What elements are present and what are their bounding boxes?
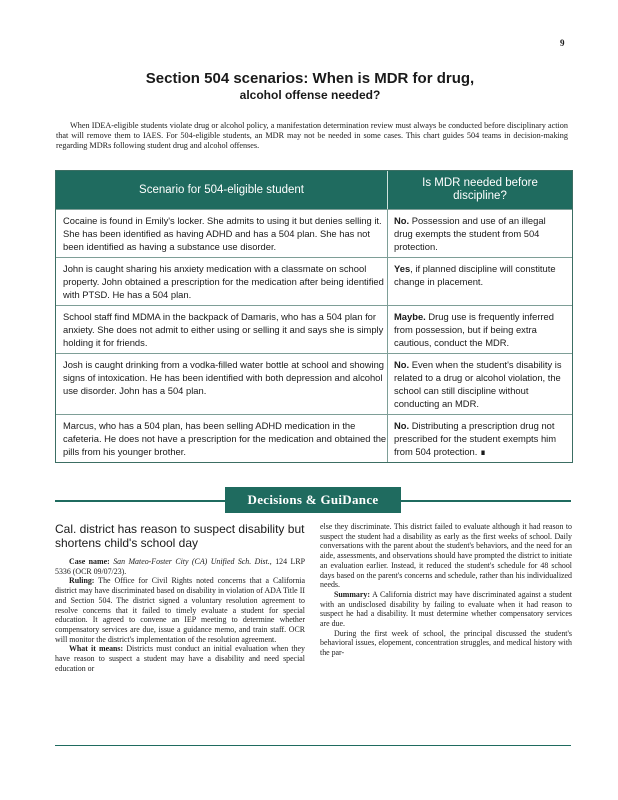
bottom-rule xyxy=(55,745,571,746)
means-label: What it means: xyxy=(69,644,124,654)
mdr-answer-lead: No. xyxy=(394,215,410,226)
decisions-guidance-banner: Decisions & GuiDance xyxy=(225,487,401,513)
right-paragraph-1: else they discriminate. This district failed to evaluate although it had reason to suspect the student had a disability as early as the first weeks of school. Daily conversations with the parent about the student's behaviors, and the need for an aide, assessments, and observations should have prompted the district to initiate an evaluation earlier. Instead, it reduced the student's schedule for 48 school days based on the parent's concerns and schedule, rather than his individualized needs. xyxy=(320,522,573,590)
mdr-cell xyxy=(388,258,572,305)
mdr-answer-lead: Maybe. xyxy=(394,311,426,322)
table-row xyxy=(56,353,572,414)
table-header xyxy=(56,171,572,209)
case-cite: , 124 LRP 5336 (OCR 09/07/23). xyxy=(55,557,305,576)
means-text: Districts must conduct an initial evaluation when they have reason to suspect a student may have a disability and need special education or xyxy=(55,644,305,673)
mdr-answer-text: , if planned discipline will constitute change in placement. xyxy=(394,263,556,287)
summary-text: A California district may have discriminated against a student with an undisclosed disability by failing to evaluate when it had reason to suspect he had a disability. It must determine whether compensatory services are due. xyxy=(320,589,572,629)
mdr-answer-text: Distributing a prescription drug not prescribed for the student exempts him from 504 protection. ∎ xyxy=(394,420,557,457)
mdr-answer-text: Even when the student's disability is related to a drug or alcohol violation, the school can still discipline without conducting an MDR. xyxy=(394,359,562,409)
case-name: San Mateo-Foster City (CA) Unified Sch. Dist. xyxy=(113,557,270,566)
mdr-answer-lead: No. xyxy=(394,359,410,370)
mdr-answer-text: Possession and use of an illegal drug exempts the student from 504 protection. xyxy=(394,215,546,252)
ruling-paragraph xyxy=(55,576,305,644)
table-row xyxy=(56,209,572,257)
summary-paragraph xyxy=(320,590,572,629)
page-title xyxy=(60,70,560,104)
scenario-cell: Marcus, who has a 504 plan, has been selling ADHD medication in the cafeteria. He does not have a prescription for the medication and obtained the pills from his younger brother. xyxy=(56,415,388,462)
mdr-answer-lead: No. xyxy=(394,420,410,431)
mdr-cell xyxy=(388,354,572,414)
ruling-text: The Office for Civil Rights noted concerns that a California district may have discriminated based on disability in violation of ADA Title II and Section 504. The district signed a voluntary resolution agreement to resolve concerns that it failed to timely evaluate a student for special education. It agreed to convene an IEP meeting to determine whether compensatory services are due, issue a guidance memo, and train staff. OCR will monitor the district's implementation of the resolution agreement. xyxy=(55,576,305,644)
case-label: Case name: xyxy=(69,557,110,566)
article-column-right xyxy=(320,522,572,658)
title-line-1: Section 504 scenarios: When is MDR for drug, xyxy=(145,70,475,87)
scenario-cell: John is caught sharing his anxiety medication with a classmate on school property. John obtained a prescription for the medication after being identified with PTSD. He has a 504 plan. xyxy=(56,258,388,305)
scenario-table xyxy=(55,170,573,463)
case-name-paragraph xyxy=(55,557,305,576)
article-title: Cal. district has reason to suspect disability but shortens child's school day xyxy=(55,522,305,550)
ruling-label: Ruling: xyxy=(69,576,95,586)
title-line-2: alcohol offense needed? xyxy=(239,88,381,102)
scenario-cell: Cocaine is found in Emily's locker. She admits to using it but denies selling it. She has been identified as having ADHD and has a 504 plan. She has not been identified as having a substance use disorder. xyxy=(56,210,388,257)
mdr-cell xyxy=(388,306,572,353)
mdr-answer-lead: Yes xyxy=(394,263,411,274)
scenario-cell: School staff find MDMA in the backpack of Damaris, who has a 504 plan for anxiety. She does not admit to either using or selling it and says she is simply holding it for friends. xyxy=(56,306,388,353)
mdr-cell xyxy=(388,415,572,462)
page-number: 9 xyxy=(560,38,565,48)
summary-label: Summary: xyxy=(334,589,370,599)
intro-paragraph: When IDEA-eligible students violate drug or alcohol policy, a manifestation determination review must always be conducted before disciplinary action that will remove them to IAES. For 504-eligible students, an MDR may not be needed in some cases. This chart guides 504 teams in decision-making regarding MDRs following student drug and alcohol offenses. xyxy=(56,121,568,151)
scenario-cell: Josh is caught drinking from a vodka-filled water bottle at school and showing signs of intoxication. He has been identified with both depression and alcohol use disorder. John has a 504 plan. xyxy=(56,354,388,414)
mdr-answer-text: Drug use is frequently inferred from possession, but if being extra cautious, conduct the MDR. xyxy=(394,311,554,348)
table-row xyxy=(56,414,572,462)
mdr-cell xyxy=(388,210,572,257)
table-row xyxy=(56,257,572,305)
header-scenario: Scenario for 504-eligible student xyxy=(56,171,388,209)
right-paragraph-3: During the first week of school, the principal discussed the student's behavioral issues, elopement, concentration struggles, and medical history with the par- xyxy=(320,628,572,658)
means-paragraph xyxy=(55,644,305,673)
header-mdr: Is MDR needed before discipline? xyxy=(422,177,538,202)
table-row xyxy=(56,305,572,353)
article-column-left xyxy=(55,557,305,673)
